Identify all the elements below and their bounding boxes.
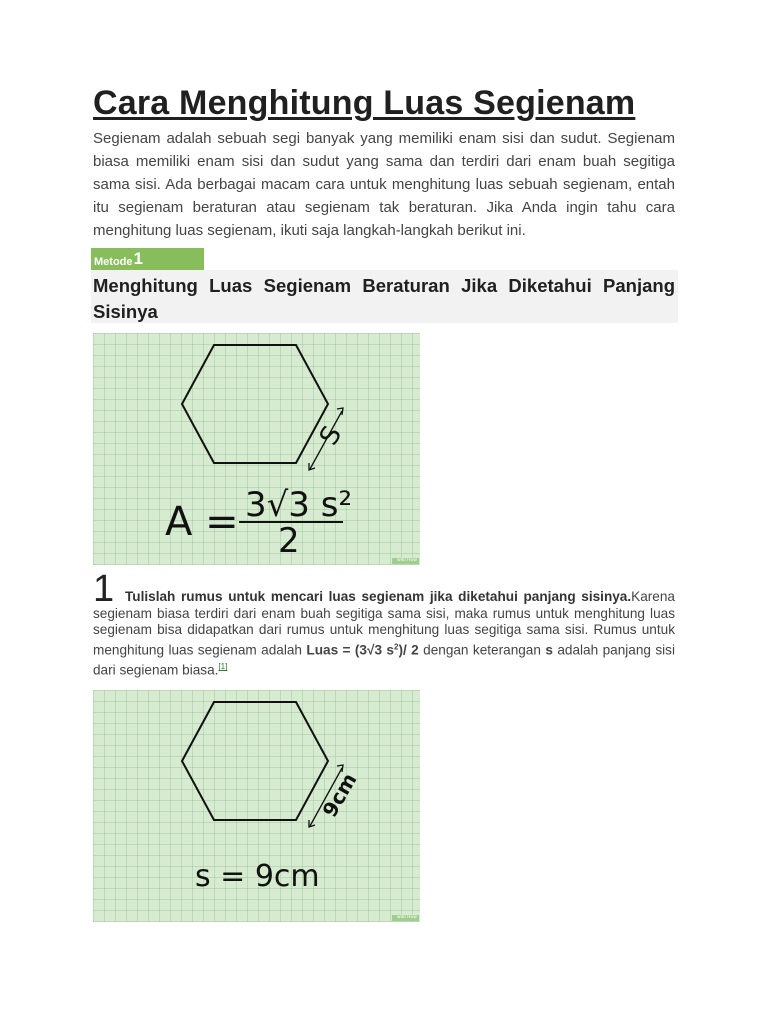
method-badge <box>91 248 204 270</box>
step-body-c: adalah panjang sisi dari segienam biasa. <box>93 642 676 678</box>
hexagon-shape <box>182 345 328 463</box>
formula-numerator: 3√3 s² <box>245 485 353 525</box>
method-label: Metode <box>94 256 133 268</box>
formula-bold-a: Luas = (3√3 s <box>306 642 394 658</box>
step-body-b: dengan keterangan <box>418 642 546 658</box>
hexagon-shape <box>182 702 328 820</box>
hexagon-example-drawing <box>93 690 420 922</box>
formula-lhs: A = <box>165 499 239 545</box>
reference-link[interactable]: [1] <box>218 662 228 672</box>
hexagon-formula-illustration <box>93 333 420 565</box>
step-text <box>93 589 675 680</box>
variable-s: s <box>545 642 553 658</box>
method-heading: Menghitung Luas Segienam Beraturan Jika Diketahui Panjang Sisinya <box>91 270 678 323</box>
wikihow-watermark: wiki How <box>392 558 419 564</box>
formula-superscript: 2 <box>393 642 399 652</box>
example-equation: s = 9cm <box>195 859 320 894</box>
intro-paragraph: Segienam adalah sebuah segi banyak yang memiliki enam sisi dan sudut. Segienam biasa memiliki enam sisi dan sudut yang sama dan terdiri dari enam buah segitiga sama sisi. Ada berbagai macam cara untuk menghitung luas sebuah segienam, entah itu segienam beraturan atau segienam tak beraturan. Jika Anda ingin tahu cara menghitung luas segienam, ikuti saja langkah-langkah berikut ini. <box>93 130 675 239</box>
hexagon-formula-drawing <box>93 333 420 565</box>
formula-bold-b: )/ 2 <box>398 642 419 658</box>
method-number: 1 <box>133 249 143 268</box>
page-title: Cara Menghitung Luas Segienam <box>93 84 636 122</box>
formula-denominator: 2 <box>278 521 300 561</box>
step-lead: Tulislah rumus untuk mencari luas segienam jika diketahui panjang sisinya. <box>125 589 632 604</box>
side-label: 9cm <box>317 768 362 822</box>
hexagon-example-illustration <box>93 690 420 922</box>
step-number: 1 <box>93 568 115 610</box>
wikihow-watermark: wiki How <box>392 915 419 921</box>
step-body-a: Karena segienam biasa terdiri dari enam buah segitiga sama sisi, maka rumus untuk menghitung luas segienam bisa didapatkan dari rumus untuk menghitung luas segitiga sama sisi. Rumus untuk menghitung luas segienam adalah <box>93 589 675 658</box>
side-label: S <box>314 421 349 451</box>
